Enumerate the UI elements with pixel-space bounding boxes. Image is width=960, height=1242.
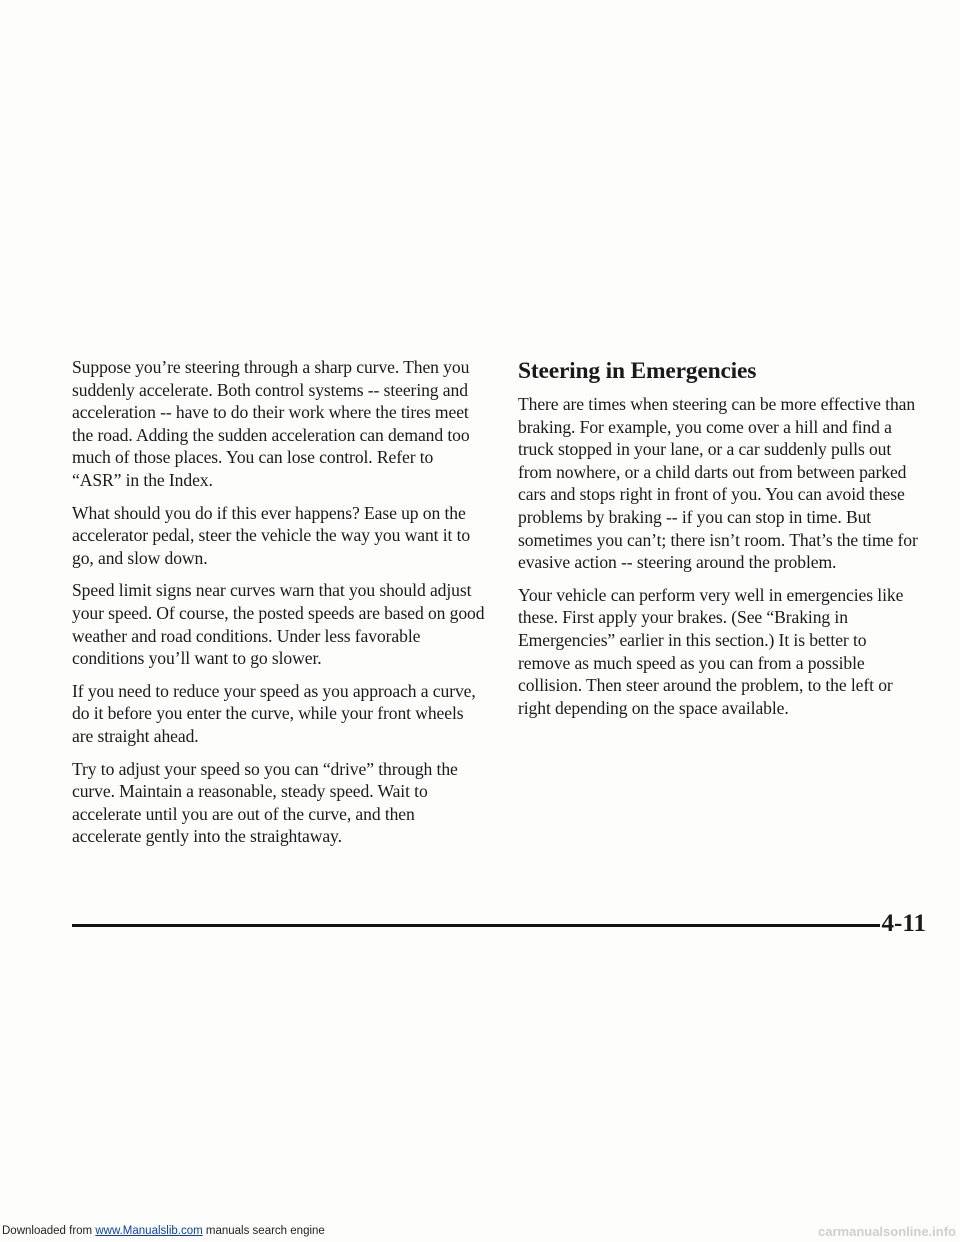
paragraph: Suppose you’re steering through a sharp curve. Then you suddenly accelerate. Both control systems -- steering and acceleration -- have to do their work where the tires meet the road. Adding the sudden acceleration can demand too much of those places. You can lose control. Refer to “ASR” in the Index. <box>72 357 470 490</box>
footer-prefix: Downloaded from <box>2 1225 96 1237</box>
paragraph: If you need to reduce your speed as you approach a curve, do it before you enter the curve, while your front wheels are straight ahead. <box>72 680 476 746</box>
section-heading: Steering in Emergencies <box>518 358 757 384</box>
paragraph: Your vehicle can perform very well in emergencies like these. First apply your brakes. (See “Braking in Emergencies” earlier in this section.) It is better to remove as much speed as you can from a possible collision. Then steer around the problem, to the left or right depending on the space available. <box>518 584 904 718</box>
paragraph: What should you do if this ever happens? Ease up on the accelerator pedal, steer the vehicle the way you want it to go, and slow down. <box>72 502 471 568</box>
manualslib-link[interactable]: www.Manualslib.com <box>95 1225 203 1237</box>
footer-suffix: manuals search engine <box>202 1225 325 1237</box>
left-column <box>72 356 486 858</box>
page-number: 4-11 <box>881 910 926 937</box>
footer-rule <box>72 924 880 927</box>
paragraph: There are times when steering can be more effective than braking. For example, you come over a hill and find a truck stopped in your lane, or a car suddenly pulls out from nowhere, or a child darts out from between parked cars and stops right in front of you. You can avoid these problems by braking -- if you can stop in time. But sometimes you can’t; there isn’t room. That’s the time for evasive action -- steering around the problem. <box>518 394 918 573</box>
watermark: carmanualsonline.info <box>818 1224 956 1239</box>
paragraph: Speed limit signs near curves warn that you should adjust your speed. Of course, the posted speeds are based on good weather and road conditions. Under less favorable conditions you’ll want to go slower. <box>72 580 485 669</box>
paragraph: Try to adjust your speed so you can “drive” through the curve. Maintain a reasonable, steady speed. Wait to accelerate until you are out of the curve, and then accelerate gently into the straightaway. <box>72 758 458 847</box>
right-column <box>518 356 918 729</box>
download-footer <box>2 1224 325 1238</box>
